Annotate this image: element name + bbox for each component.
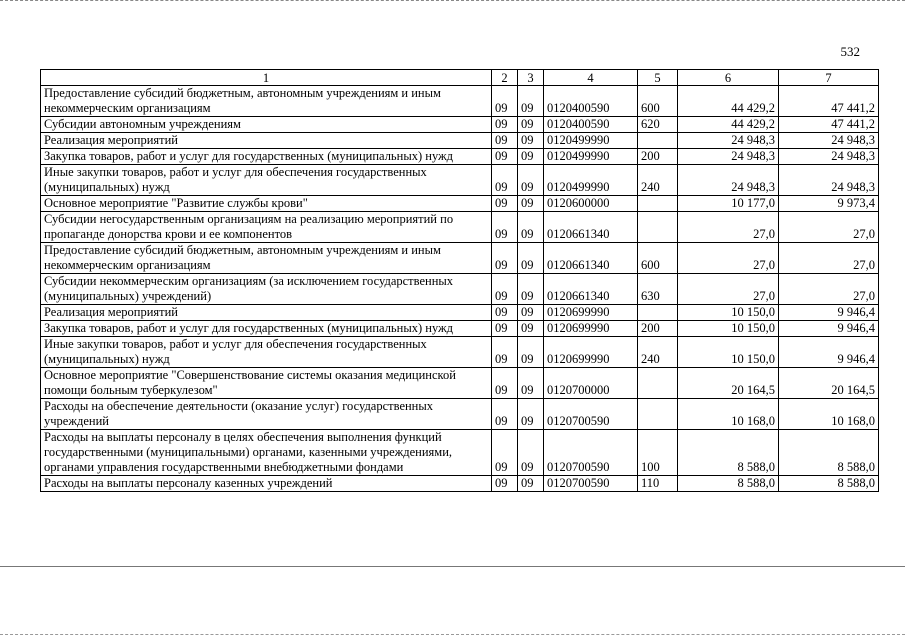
row-amount-6-cell: 24 948,3: [678, 133, 779, 149]
row-code-2-cell: 09: [492, 86, 518, 117]
row-name-cell: Закупка товаров, работ и услуг для государственных (муниципальных) нужд: [41, 149, 492, 165]
row-amount-6-cell: 10 150,0: [678, 305, 779, 321]
row-target-code-cell: 0120700590: [544, 476, 638, 492]
row-amount-6-cell: 10 150,0: [678, 321, 779, 337]
table-row: [41, 274, 879, 305]
table-row: [41, 86, 879, 117]
row-amount-7-cell: 24 948,3: [779, 133, 879, 149]
row-amount-7-cell: 27,0: [779, 212, 879, 243]
row-code-2-cell: 09: [492, 117, 518, 133]
row-name-cell: Субсидии некоммерческим организациям (за исключением государственных (муниципальных) учреждений): [41, 274, 492, 305]
row-code-2-cell: 09: [492, 274, 518, 305]
row-code-3-cell: 09: [518, 337, 544, 368]
row-name-cell: Основное мероприятие "Совершенствование системы оказания медицинской помощи больным туберкулезом": [41, 368, 492, 399]
table-body: [41, 86, 879, 492]
row-name-cell: Субсидии автономным учреждениям: [41, 117, 492, 133]
table-row: [41, 399, 879, 430]
row-target-code-cell: 0120661340: [544, 274, 638, 305]
table-row: [41, 337, 879, 368]
row-target-code-cell: 0120600000: [544, 196, 638, 212]
row-name-cell: Реализация мероприятий: [41, 305, 492, 321]
row-amount-6-cell: 27,0: [678, 243, 779, 274]
row-expense-type-cell: 200: [638, 149, 678, 165]
row-code-3-cell: 09: [518, 196, 544, 212]
column-header-1: 1: [41, 70, 492, 86]
row-target-code-cell: 0120699990: [544, 321, 638, 337]
row-name-cell: Реализация мероприятий: [41, 133, 492, 149]
row-expense-type-cell: [638, 133, 678, 149]
row-amount-7-cell: 27,0: [779, 243, 879, 274]
row-name-cell: Расходы на выплаты персоналу казенных учреждений: [41, 476, 492, 492]
table-row: [41, 476, 879, 492]
row-code-3-cell: 09: [518, 368, 544, 399]
table-row: [41, 117, 879, 133]
budget-table: [40, 69, 879, 492]
row-target-code-cell: 0120400590: [544, 86, 638, 117]
row-target-code-cell: 0120699990: [544, 337, 638, 368]
row-target-code-cell: 0120700590: [544, 399, 638, 430]
row-name-cell: Иные закупки товаров, работ и услуг для обеспечения государственных (муниципальных) нужд: [41, 165, 492, 196]
row-code-2-cell: 09: [492, 149, 518, 165]
table-row: [41, 321, 879, 337]
table-row: [41, 243, 879, 274]
row-code-2-cell: 09: [492, 196, 518, 212]
row-name-cell: Расходы на выплаты персоналу в целях обеспечения выполнения функций государственными (муниципальными) органами, казенными учреждениями, органами управления государственными внебюджетными фондами: [41, 430, 492, 476]
row-target-code-cell: 0120499990: [544, 165, 638, 196]
row-amount-7-cell: 47 441,2: [779, 117, 879, 133]
table-row: [41, 165, 879, 196]
row-expense-type-cell: 110: [638, 476, 678, 492]
row-amount-7-cell: 47 441,2: [779, 86, 879, 117]
row-code-3-cell: 09: [518, 305, 544, 321]
bottom-scan-edge: [0, 634, 905, 635]
row-expense-type-cell: 100: [638, 430, 678, 476]
column-header-5: 5: [638, 70, 678, 86]
row-amount-7-cell: 8 588,0: [779, 430, 879, 476]
row-amount-6-cell: 44 429,2: [678, 86, 779, 117]
table-row: [41, 212, 879, 243]
row-amount-6-cell: 20 164,5: [678, 368, 779, 399]
row-code-2-cell: 09: [492, 321, 518, 337]
row-target-code-cell: 0120661340: [544, 243, 638, 274]
row-amount-7-cell: 10 168,0: [779, 399, 879, 430]
row-expense-type-cell: 600: [638, 243, 678, 274]
page-bottom-rule: [0, 566, 905, 567]
row-target-code-cell: 0120499990: [544, 149, 638, 165]
table-row: [41, 133, 879, 149]
row-expense-type-cell: 630: [638, 274, 678, 305]
column-header-2: 2: [492, 70, 518, 86]
row-expense-type-cell: 600: [638, 86, 678, 117]
row-amount-6-cell: 10 150,0: [678, 337, 779, 368]
row-amount-7-cell: 24 948,3: [779, 165, 879, 196]
row-code-2-cell: 09: [492, 212, 518, 243]
row-code-3-cell: 09: [518, 133, 544, 149]
row-code-2-cell: 09: [492, 133, 518, 149]
row-name-cell: Расходы на обеспечение деятельности (оказание услуг) государственных учреждений: [41, 399, 492, 430]
row-name-cell: Предоставление субсидий бюджетным, автономным учреждениям и иным некоммерческим организациям: [41, 86, 492, 117]
row-code-2-cell: 09: [492, 368, 518, 399]
row-expense-type-cell: [638, 212, 678, 243]
row-amount-7-cell: 9 946,4: [779, 321, 879, 337]
row-amount-6-cell: 8 588,0: [678, 430, 779, 476]
row-code-3-cell: 09: [518, 149, 544, 165]
row-amount-6-cell: 24 948,3: [678, 149, 779, 165]
table-row: [41, 305, 879, 321]
row-code-2-cell: 09: [492, 165, 518, 196]
row-code-3-cell: 09: [518, 274, 544, 305]
row-name-cell: Иные закупки товаров, работ и услуг для обеспечения государственных (муниципальных) нужд: [41, 337, 492, 368]
table-header-row: [41, 70, 879, 86]
row-amount-6-cell: 10 168,0: [678, 399, 779, 430]
row-amount-6-cell: 44 429,2: [678, 117, 779, 133]
row-code-2-cell: 09: [492, 243, 518, 274]
row-amount-7-cell: 20 164,5: [779, 368, 879, 399]
table-row: [41, 196, 879, 212]
row-amount-7-cell: 27,0: [779, 274, 879, 305]
column-header-7: 7: [779, 70, 879, 86]
row-code-3-cell: 09: [518, 243, 544, 274]
row-target-code-cell: 0120700000: [544, 368, 638, 399]
table-row: [41, 430, 879, 476]
row-name-cell: Субсидии негосударственным организациям на реализацию мероприятий по пропаганде донорства крови и ее компонентов: [41, 212, 492, 243]
row-target-code-cell: 0120661340: [544, 212, 638, 243]
column-header-6: 6: [678, 70, 779, 86]
row-expense-type-cell: 240: [638, 337, 678, 368]
page-number: 532: [840, 44, 860, 59]
row-code-3-cell: 09: [518, 212, 544, 243]
top-scan-edge: [0, 0, 905, 3]
row-amount-7-cell: 24 948,3: [779, 149, 879, 165]
table-row: [41, 368, 879, 399]
row-target-code-cell: 0120699990: [544, 305, 638, 321]
row-code-3-cell: 09: [518, 321, 544, 337]
row-code-2-cell: 09: [492, 399, 518, 430]
row-expense-type-cell: 240: [638, 165, 678, 196]
column-header-3: 3: [518, 70, 544, 86]
row-amount-7-cell: 9 946,4: [779, 305, 879, 321]
row-code-2-cell: 09: [492, 337, 518, 368]
row-amount-6-cell: 27,0: [678, 212, 779, 243]
row-amount-6-cell: 27,0: [678, 274, 779, 305]
row-amount-7-cell: 9 973,4: [779, 196, 879, 212]
row-amount-6-cell: 24 948,3: [678, 165, 779, 196]
row-code-3-cell: 09: [518, 86, 544, 117]
row-expense-type-cell: [638, 196, 678, 212]
table-row: [41, 149, 879, 165]
row-code-3-cell: 09: [518, 165, 544, 196]
row-name-cell: Закупка товаров, работ и услуг для государственных (муниципальных) нужд: [41, 321, 492, 337]
row-code-3-cell: 09: [518, 117, 544, 133]
row-amount-6-cell: 8 588,0: [678, 476, 779, 492]
row-code-3-cell: 09: [518, 430, 544, 476]
row-expense-type-cell: [638, 305, 678, 321]
row-amount-7-cell: 8 588,0: [779, 476, 879, 492]
row-target-code-cell: 0120499990: [544, 133, 638, 149]
row-expense-type-cell: [638, 399, 678, 430]
row-expense-type-cell: 620: [638, 117, 678, 133]
row-code-2-cell: 09: [492, 305, 518, 321]
row-amount-6-cell: 10 177,0: [678, 196, 779, 212]
row-expense-type-cell: [638, 368, 678, 399]
row-target-code-cell: 0120700590: [544, 430, 638, 476]
row-name-cell: Предоставление субсидий бюджетным, автономным учреждениям и иным некоммерческим организациям: [41, 243, 492, 274]
row-amount-7-cell: 9 946,4: [779, 337, 879, 368]
column-header-4: 4: [544, 70, 638, 86]
row-code-2-cell: 09: [492, 476, 518, 492]
row-code-3-cell: 09: [518, 399, 544, 430]
row-code-2-cell: 09: [492, 430, 518, 476]
row-code-3-cell: 09: [518, 476, 544, 492]
row-expense-type-cell: 200: [638, 321, 678, 337]
row-name-cell: Основное мероприятие "Развитие службы крови": [41, 196, 492, 212]
row-target-code-cell: 0120400590: [544, 117, 638, 133]
